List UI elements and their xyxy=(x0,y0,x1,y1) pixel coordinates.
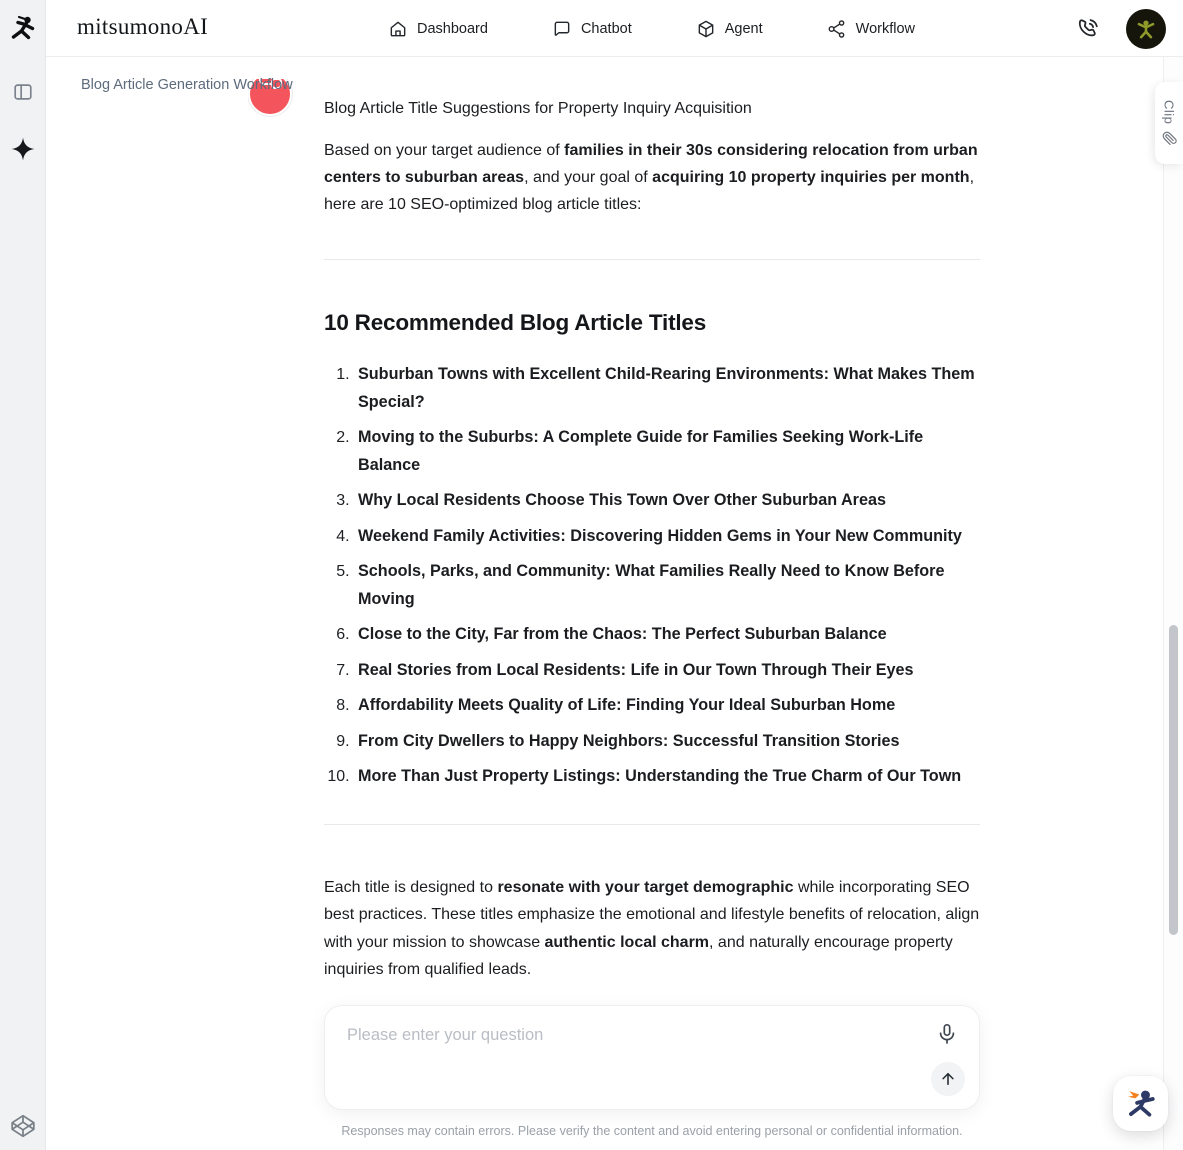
sparkle-icon[interactable] xyxy=(10,136,36,162)
cube-icon xyxy=(696,19,716,39)
list-item: 6. Close to the City, Far from the Chaos: The Perfect Suburban Balance xyxy=(354,621,980,649)
nav-label: Workflow xyxy=(855,20,915,37)
mascot-assistant-button[interactable] xyxy=(1113,1076,1168,1131)
chat-bubble-icon xyxy=(552,19,572,39)
home-icon xyxy=(388,19,408,39)
codepen-cube-icon[interactable] xyxy=(10,1113,36,1139)
title-suggestions-list xyxy=(324,361,980,791)
list-item: 5. Schools, Parks, and Community: What Families Really Need to Know Before Moving xyxy=(354,558,980,613)
list-item: 7. Real Stories from Local Residents: Life in Our Town Through Their Eyes xyxy=(354,657,980,685)
message-title: Blog Article Title Suggestions for Property Inquiry Acquisition xyxy=(324,100,752,117)
divider xyxy=(324,824,980,825)
list-item: 9. From City Dwellers to Happy Neighbors: Successful Transition Stories xyxy=(354,728,980,756)
message-intro: Based on your target audience of families in their 30s considering relocation from urban centers to suburban areas, and your goal of acquiring 10 property inquiries per month, here are 10 SEO-optimized blog article titles: xyxy=(324,142,978,213)
send-button[interactable] xyxy=(931,1062,965,1096)
assistant-message xyxy=(248,72,980,984)
nav-item-chatbot[interactable] xyxy=(552,19,632,39)
header-right xyxy=(1076,0,1166,57)
list-item: 3. Why Local Residents Choose This Town Over Other Suburban Areas xyxy=(354,487,980,515)
nav-label: Agent xyxy=(724,20,763,37)
nav-item-workflow[interactable] xyxy=(827,19,915,39)
phone-call-icon[interactable] xyxy=(1076,17,1100,41)
question-input[interactable] xyxy=(347,1026,907,1092)
left-rail xyxy=(0,0,46,1150)
nav-item-dashboard[interactable] xyxy=(388,19,488,39)
list-item: 2. Moving to the Suburbs: A Complete Guide for Families Seeking Work-Life Balance xyxy=(354,424,980,479)
disclaimer-text: Responses may contain errors. Please verify the content and avoid entering personal or confidential information. xyxy=(341,1124,963,1138)
sidebar-item-workflow-history[interactable]: Blog Article Generation Workflow xyxy=(81,77,293,93)
brand-wordmark[interactable]: mitsumonoAI xyxy=(77,14,209,39)
list-heading: 10 Recommended Blog Article Titles xyxy=(324,310,707,335)
scrollbar-track xyxy=(1163,57,1183,1150)
nav-item-agent[interactable] xyxy=(696,19,763,39)
list-item: 10. More Than Just Property Listings: Understanding the True Charm of Our Town xyxy=(354,763,980,791)
list-item: 4. Weekend Family Activities: Discovering Hidden Gems in Your New Community xyxy=(354,523,980,551)
list-item: 1. Suburban Towns with Excellent Child-Rearing Environments: What Makes Them Special? xyxy=(354,361,980,416)
microphone-icon[interactable] xyxy=(935,1022,959,1046)
user-avatar[interactable] xyxy=(1126,9,1166,49)
panel-toggle-icon[interactable] xyxy=(12,81,34,103)
nav-label: Chatbot xyxy=(580,20,632,37)
top-header xyxy=(46,0,1183,57)
list-item: 8. Affordability Meets Quality of Life: Finding Your Ideal Suburban Home xyxy=(354,692,980,720)
main-nav xyxy=(388,0,915,57)
composer-card xyxy=(324,1005,980,1110)
ninja-logo-icon[interactable] xyxy=(8,14,38,48)
share-nodes-icon xyxy=(827,19,847,39)
divider xyxy=(324,259,980,260)
message-outro: Each title is designed to resonate with your target demographic while incorporating SEO best practices. These titles emphasize the emotional and lifestyle benefits of relocation, align with your mission to showcase authentic local charm, and naturally encourage property inquiries from qualified leads. xyxy=(324,878,980,978)
clip-tab-label: Clip xyxy=(1161,99,1177,125)
paperclip-icon xyxy=(1162,131,1177,146)
clip-tab[interactable] xyxy=(1155,82,1183,164)
nav-label: Dashboard xyxy=(417,20,488,37)
scrollbar-thumb[interactable] xyxy=(1169,625,1178,935)
assistant-message-body xyxy=(324,98,980,984)
